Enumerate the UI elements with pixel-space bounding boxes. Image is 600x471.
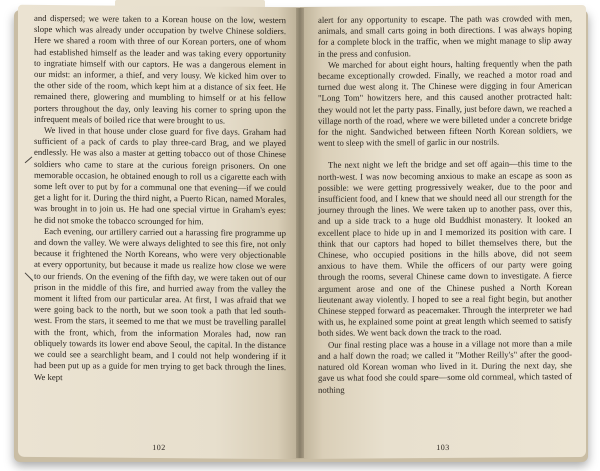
paragraph: The next night we left the bridge and set off again—this time to the north-west. I was now becoming anxious to make an escape as soon as possible: we were getting progressively weaker, due to the poor and insufficient food, and I knew that we should need all our strength for the journey through the lines. We were taken up to another pass, over this, and up a side track to a huge old Buddhist monastery. It looked an excellent place to hide up in and I memorized its position with care. I think that our captors had hoped to billet themselves there, but the Chinese, who occupied positions in the hills above, did not seem anxious to have them. While the officers of our party were going through the rooms, several Chinese came down to investigate. A fierce argument arose and one of the Chinese pushed a North Korean lieutenant away violently. I hoped to see a real fight begin, but another Chinese stepped forward as peacemaker. Through the interpreter we had with us, he explained some point at great length which seemed to satisfy both sides. We went back down the track to the road. — [318, 158, 572, 339]
book-gutter — [296, 8, 304, 458]
left-page-text — [34, 13, 286, 385]
paragraph: and dispersed; we were taken to a Korean house on the low, western slope which was already under occupation by twelve Chinese soldiers. Here we shared a room with three of our Korean porters, one of whom had established himself as the leader and was taking every opportunity to ingratiate himself with our captors. He was a dangerous element in our midst: an informer, a thief, and very lousy. We kicked him over to the other side of the room, which kept him at a distance of six feet. He remained there, glowering and mumbling to himself or at his fellow porters throughout the day, only leaving his corner to spring upon the infrequent meals of boiled rice that were brought to us. — [34, 12, 286, 126]
paragraph: We lived in that house under close guard for five days. Graham had sufficient of a pack of cards to play three-card Brag, and we played endlessly. He was also a master at getting tobacco out of those Chinese soldiers who came to stare at the curious foreign prisoners. On one memorable occasion, he obtained enough to roll us a cigarette each with some left over to put by for a communal one that evening—if we could get a light for it. During the third night, a Puerto Rican, named Morales, was brought in to join us. He had one special virtue in Graham's eyes: he did not smoke the tobacco scrounged for him. — [34, 125, 286, 227]
right-page-text — [318, 13, 572, 395]
paragraph: We marched for about eight hours, halting frequently when the path became exceptionally crowded. Finally, we reached a motor road and turned due west along it. The Chinese were digging in four American "Long Tom" howitzers here, and this caused another protracted halt: they would not let the party pass. Finally, just before dawn, we reached a village north of the road, where we were billeted under a concrete bridge for the night. Sandwiched between fifteen North Korean soldiers, we went to sleep with the smell of garlic in our nostrils. — [318, 57, 572, 149]
left-page — [18, 5, 300, 459]
page-number: 102 — [152, 442, 166, 453]
paragraph: Our final resting place was a house in a village not more than a mile and a half down the road; we called it "Mother Reilly's" after the good-natured old Korean woman who lived in it. During the next day, she gave us what food she could spare—some old cornmeal, which tasted of nothing — [318, 337, 572, 395]
page-number: 103 — [436, 442, 450, 453]
paragraph: alert for any opportunity to escape. The path was crowded with men, animals, and small carts going in both directions. I was always hoping for a complete block in the traffic, when we might manage to slip away in the press and confusion. — [318, 13, 572, 59]
paragraph: Each evening, our artillery carried out a harassing fire programme up and down the valley. We were always delighted to see this fire, not only because it frightened the North Koreans, who were very objectionable at every opportunity, but because it made us realize how close we were to our friends. On the evening of the fifth day, we were taken out of our prison in the middle of this fire, and hurried away from the valley the moment it lifted from our particular area. At first, I was afraid that we were going back to the north, but we soon took a path that led south-west. From the stars, it seemed to me that we must be travelling parallel with the front, which, from the information Morales had, now ran obliquely towards its lower end above Seoul, the capital. In the distance we could see a searchlight beam, and I could not help wondering if it had been put up as a guide for men trying to get back through the lines. We kept — [34, 225, 286, 382]
right-page — [300, 5, 586, 459]
